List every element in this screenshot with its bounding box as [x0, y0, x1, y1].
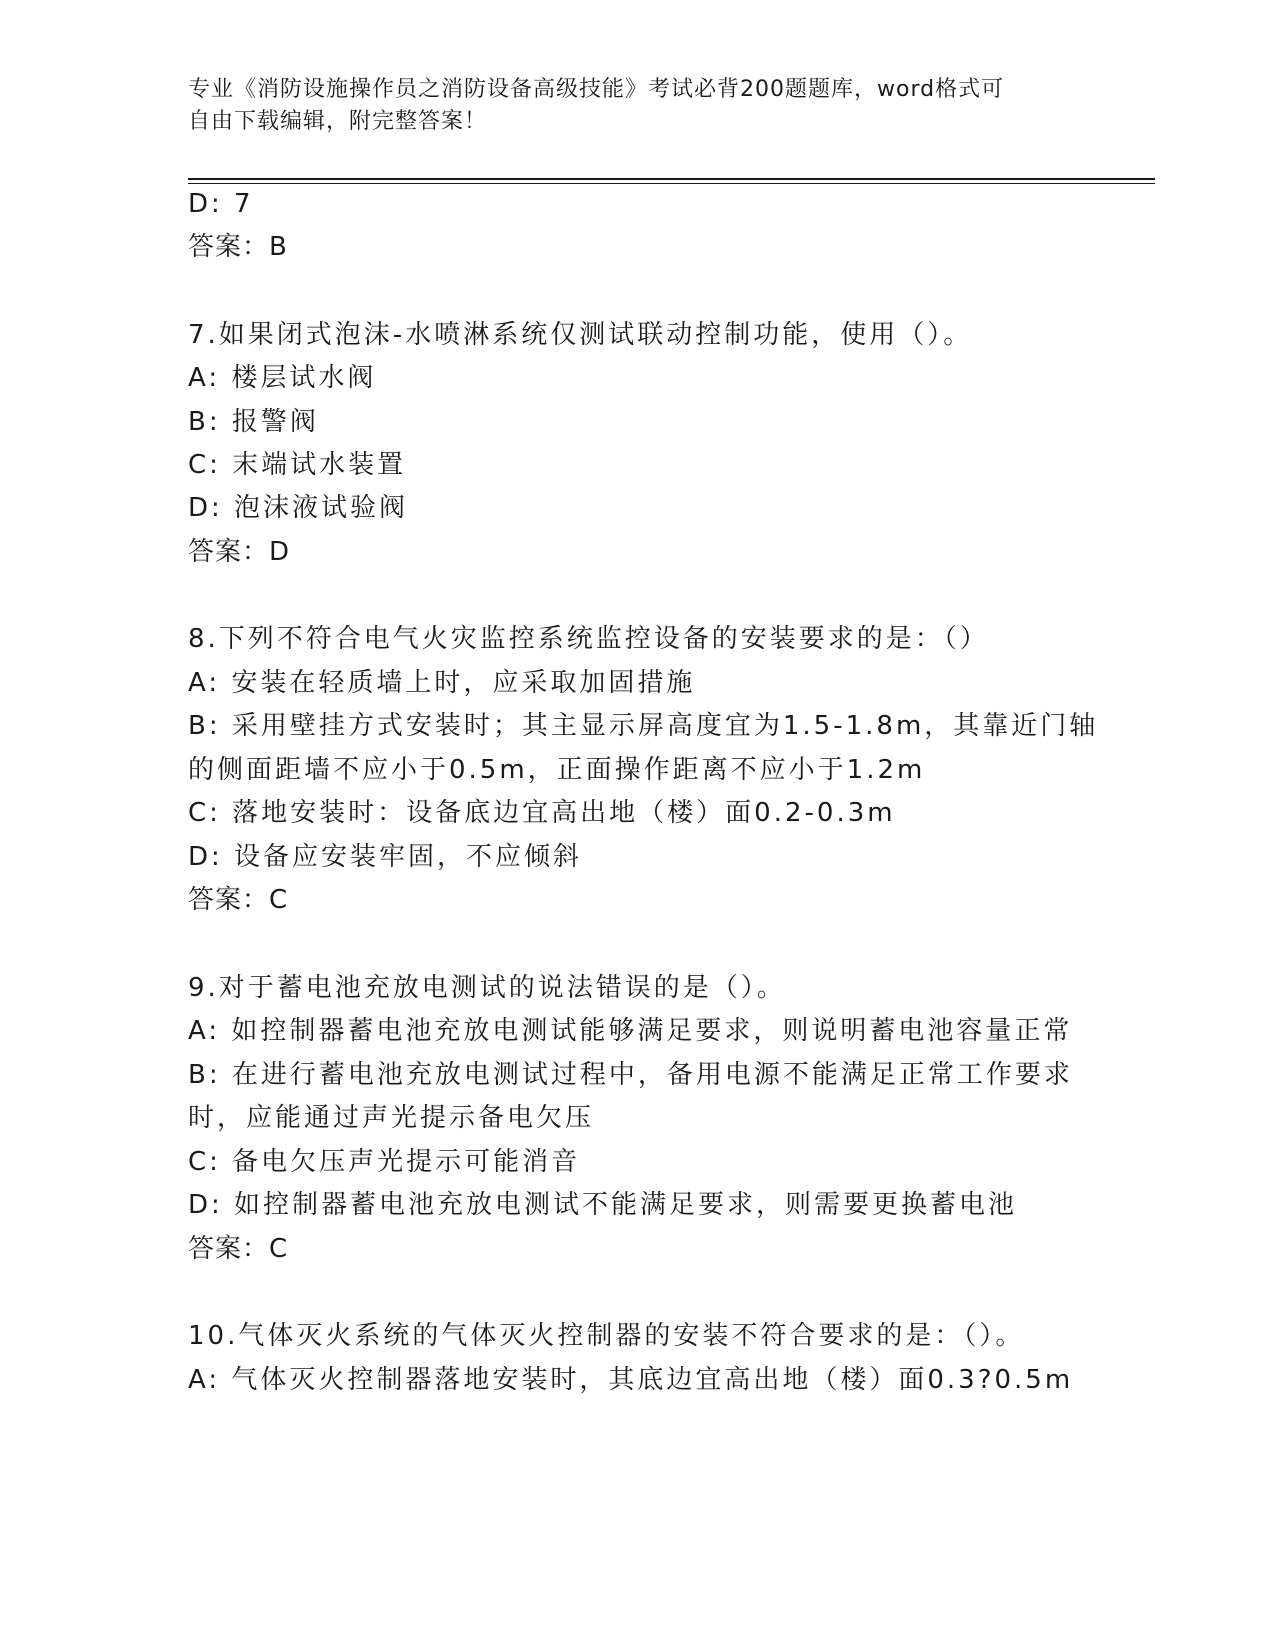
q8-option-c: C: 落地安装时：设备底边宜高出地（楼）面0.2-0.3m [188, 798, 896, 828]
q7-option-a: A: 楼层试水阀 [188, 363, 377, 393]
q8-option-b-1: B: 采用壁挂方式安装时；其主显示屏高度宜为1.5-1.8m，其靠近门轴 [188, 711, 1099, 741]
q7-answer: 答案：D [188, 537, 291, 567]
q9-answer: 答案：C [188, 1234, 289, 1264]
q9-option-a: A: 如控制器蓄电池充放电测试能够满足要求，则说明蓄电池容量正常 [188, 1016, 1073, 1046]
q10-option-a: A: 气体灭火控制器落地安装时，其底边宜高出地（楼）面0.3?0.5m [188, 1365, 1074, 1395]
q9-option-c: C: 备电欠压声光提示可能消音 [188, 1147, 581, 1177]
header-divider-thick [188, 178, 1155, 180]
header-divider-thin [188, 183, 1155, 184]
q8-option-d: D: 设备应安装牢固，不应倾斜 [188, 842, 583, 872]
prev-answer: 答案：B [188, 232, 288, 262]
prev-option-d: D: 7 [188, 189, 254, 219]
q7-option-c: C: 末端试水装置 [188, 450, 407, 480]
q8-answer: 答案：C [188, 885, 289, 915]
document-header [188, 74, 1068, 138]
q9-option-d: D: 如控制器蓄电池充放电测试不能满足要求，则需要更换蓄电池 [188, 1190, 1018, 1220]
q9-stem: 9.对于蓄电池充放电测试的说法错误的是（）。 [188, 973, 786, 1003]
q9-option-b-1: B: 在进行蓄电池充放电测试过程中，备用电源不能满足正常工作要求 [188, 1060, 1073, 1090]
q8-option-a: A: 安装在轻质墙上时，应采取加固措施 [188, 668, 696, 698]
q8-option-b-2: 的侧面距墙不应小于0.5m，正面操作距离不应小于1.2m [188, 755, 926, 785]
q7-stem: 7.如果闭式泡沫-水喷淋系统仅测试联动控制功能，使用（）。 [188, 320, 973, 350]
header-line-1: 专业《消防设施操作员之消防设备高级技能》考试必背200题题库，word格式可 [188, 77, 1005, 102]
q10-stem: 10.气体灭火系统的气体灭火控制器的安装不符合要求的是：（）。 [188, 1321, 1025, 1351]
q9-option-b-2: 时，应能通过声光提示备电欠压 [188, 1103, 595, 1133]
q7-option-d: D: 泡沫液试验阀 [188, 493, 409, 523]
header-line-2: 自由下载编辑，附完整答案！ [188, 109, 488, 134]
q7-option-b: B: 报警阀 [188, 407, 319, 437]
q8-stem: 8.下列不符合电气火灾监控系统监控设备的安装要求的是：（） [188, 624, 989, 654]
